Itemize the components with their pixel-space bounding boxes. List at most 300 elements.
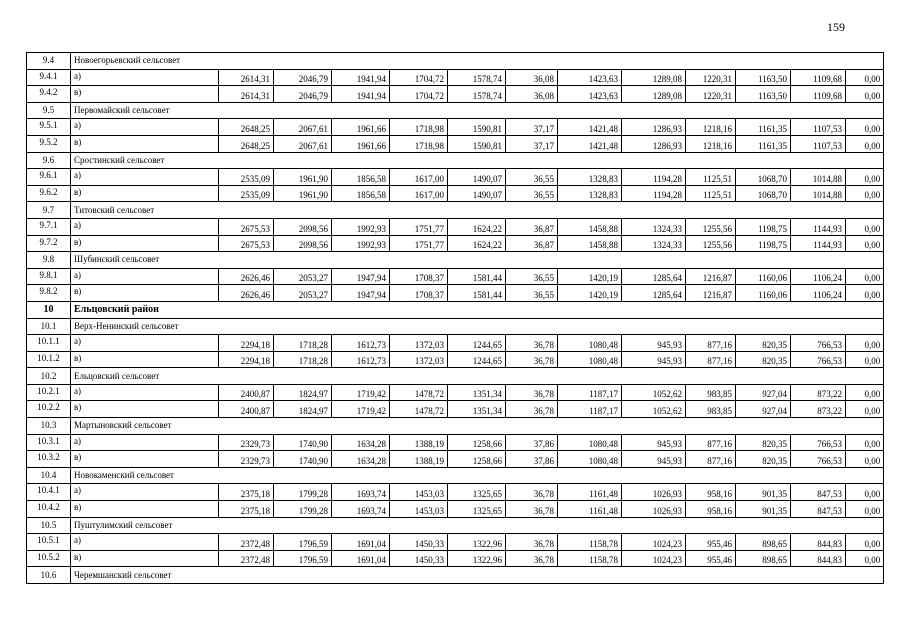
value-cell: 2372,48: [219, 534, 274, 551]
value-cell: 1080,48: [558, 335, 622, 352]
value-cell: 0,00: [846, 484, 884, 501]
value-cell: 1581,44: [448, 268, 506, 285]
value-cell: 2067,61: [274, 119, 332, 136]
row-code: 10.3.1: [27, 434, 71, 451]
value-cell: 1634,28: [332, 451, 390, 468]
value-cell: 1351,34: [448, 384, 506, 401]
value-cell: 2400,87: [219, 384, 274, 401]
value-cell: 1490,07: [448, 169, 506, 186]
value-cell: 2067,61: [274, 135, 332, 152]
value-cell: 36,87: [506, 218, 558, 235]
value-cell: 1799,28: [274, 484, 332, 501]
row-code: 10.1.1: [27, 335, 71, 352]
value-cell: 1992,93: [332, 218, 390, 235]
value-cell: 1322,96: [448, 550, 506, 567]
row-code: 10.5: [27, 517, 71, 534]
row-label: а): [71, 534, 219, 551]
value-cell: 1324,33: [622, 218, 686, 235]
value-cell: 1693,74: [332, 501, 390, 518]
section-row: [27, 368, 884, 385]
value-cell: 1160,06: [736, 285, 791, 302]
value-cell: 1751,77: [390, 218, 448, 235]
value-cell: 873,22: [791, 384, 846, 401]
value-cell: 1624,22: [448, 218, 506, 235]
row-code: 9.7: [27, 202, 71, 219]
row-label: в): [71, 501, 219, 518]
value-cell: 2675,53: [219, 218, 274, 235]
value-cell: 1581,44: [448, 285, 506, 302]
value-cell: 983,85: [686, 384, 736, 401]
value-cell: 36,55: [506, 185, 558, 202]
value-cell: 877,16: [686, 335, 736, 352]
value-cell: 37,86: [506, 434, 558, 451]
value-cell: 0,00: [846, 550, 884, 567]
value-cell: 2294,18: [219, 351, 274, 368]
value-cell: 36,78: [506, 335, 558, 352]
value-cell: 1106,24: [791, 285, 846, 302]
value-cell: 927,04: [736, 384, 791, 401]
value-cell: 2046,79: [274, 69, 332, 86]
value-cell: 1158,78: [558, 534, 622, 551]
row-code: 9.7.2: [27, 235, 71, 252]
value-cell: 0,00: [846, 69, 884, 86]
value-cell: 1824,97: [274, 401, 332, 418]
table-row: [27, 484, 884, 501]
value-cell: 1024,23: [622, 534, 686, 551]
value-cell: 1478,72: [390, 401, 448, 418]
row-label: в): [71, 86, 219, 103]
row-label: а): [71, 484, 219, 501]
value-cell: 1617,00: [390, 185, 448, 202]
value-cell: 0,00: [846, 351, 884, 368]
row-label: в): [71, 550, 219, 567]
value-cell: 1080,48: [558, 351, 622, 368]
value-cell: 877,16: [686, 451, 736, 468]
section-title: Новоегорьевский сельсовет: [71, 53, 884, 70]
value-cell: 1198,75: [736, 235, 791, 252]
section-title: Черемшанский сельсовет: [71, 567, 884, 584]
row-label: а): [71, 384, 219, 401]
value-cell: 1372,03: [390, 335, 448, 352]
row-label: а): [71, 119, 219, 136]
row-label: в): [71, 235, 219, 252]
value-cell: 2053,27: [274, 268, 332, 285]
value-cell: 37,86: [506, 451, 558, 468]
value-cell: 0,00: [846, 135, 884, 152]
value-cell: 766,53: [791, 434, 846, 451]
row-code: 10.3.2: [27, 451, 71, 468]
value-cell: 766,53: [791, 335, 846, 352]
value-cell: 1218,16: [686, 135, 736, 152]
table-row: [27, 268, 884, 285]
section-title: Ельцовский район: [71, 301, 884, 318]
section-title: Первомайский сельсовет: [71, 102, 884, 119]
row-label: а): [71, 434, 219, 451]
value-cell: 958,16: [686, 501, 736, 518]
row-code: 9.5.2: [27, 135, 71, 152]
value-cell: 1258,66: [448, 434, 506, 451]
value-cell: 1161,48: [558, 484, 622, 501]
value-cell: 0,00: [846, 401, 884, 418]
value-cell: 1947,94: [332, 268, 390, 285]
value-cell: 1751,77: [390, 235, 448, 252]
value-cell: 2626,46: [219, 285, 274, 302]
value-cell: 2614,31: [219, 69, 274, 86]
value-cell: 1158,78: [558, 550, 622, 567]
row-code: 10.1.2: [27, 351, 71, 368]
value-cell: 766,53: [791, 451, 846, 468]
value-cell: 1322,96: [448, 534, 506, 551]
value-cell: 2535,09: [219, 185, 274, 202]
section-title: Верх-Ненинский сельсовет: [71, 318, 884, 335]
section-row: [27, 152, 884, 169]
value-cell: 36,08: [506, 69, 558, 86]
section-row: [27, 467, 884, 484]
row-code: 9.4: [27, 53, 71, 70]
value-cell: 2329,73: [219, 451, 274, 468]
value-cell: 2098,56: [274, 235, 332, 252]
value-cell: 1941,94: [332, 86, 390, 103]
value-cell: 898,65: [736, 534, 791, 551]
value-cell: 1718,98: [390, 135, 448, 152]
value-cell: 2098,56: [274, 218, 332, 235]
value-cell: 36,87: [506, 235, 558, 252]
row-label: в): [71, 451, 219, 468]
value-cell: 1216,87: [686, 285, 736, 302]
value-cell: 1220,31: [686, 69, 736, 86]
value-cell: 1325,65: [448, 501, 506, 518]
value-cell: 1388,19: [390, 434, 448, 451]
value-cell: 1799,28: [274, 501, 332, 518]
value-cell: 0,00: [846, 534, 884, 551]
value-cell: 1285,64: [622, 268, 686, 285]
value-cell: 1718,28: [274, 335, 332, 352]
value-cell: 1718,28: [274, 351, 332, 368]
row-label: в): [71, 401, 219, 418]
value-cell: 2614,31: [219, 86, 274, 103]
section-title: Пуштулимский сельсовет: [71, 517, 884, 534]
value-cell: 2329,73: [219, 434, 274, 451]
value-cell: 1961,90: [274, 169, 332, 186]
value-cell: 2535,09: [219, 169, 274, 186]
value-cell: 1255,56: [686, 218, 736, 235]
value-cell: 1052,62: [622, 384, 686, 401]
row-code: 10: [27, 301, 71, 318]
value-cell: 1324,33: [622, 235, 686, 252]
row-code: 9.8.1: [27, 268, 71, 285]
value-cell: 873,22: [791, 401, 846, 418]
value-cell: 1080,48: [558, 451, 622, 468]
row-code: 9.4.2: [27, 86, 71, 103]
value-cell: 0,00: [846, 218, 884, 235]
value-cell: 1285,64: [622, 285, 686, 302]
value-cell: 1423,63: [558, 69, 622, 86]
value-cell: 1612,73: [332, 351, 390, 368]
value-cell: 2046,79: [274, 86, 332, 103]
value-cell: 1708,37: [390, 285, 448, 302]
value-cell: 1740,90: [274, 434, 332, 451]
value-cell: 1941,94: [332, 69, 390, 86]
row-code: 9.5.1: [27, 119, 71, 136]
row-code: 9.8.2: [27, 285, 71, 302]
section-title: Новокаменский сельсовет: [71, 467, 884, 484]
value-cell: 1109,68: [791, 69, 846, 86]
value-cell: 1286,93: [622, 119, 686, 136]
row-code: 10.1: [27, 318, 71, 335]
value-cell: 1068,70: [736, 185, 791, 202]
value-cell: 1026,93: [622, 501, 686, 518]
row-code: 10.4: [27, 467, 71, 484]
tariff-table: [26, 52, 884, 584]
value-cell: 1617,00: [390, 169, 448, 186]
value-cell: 36,08: [506, 86, 558, 103]
value-cell: 2294,18: [219, 335, 274, 352]
value-cell: 945,93: [622, 351, 686, 368]
value-cell: 36,78: [506, 384, 558, 401]
value-cell: 1708,37: [390, 268, 448, 285]
section-title: Шубинский сельсовет: [71, 252, 884, 269]
value-cell: 0,00: [846, 501, 884, 518]
table-row: [27, 434, 884, 451]
value-cell: 1194,28: [622, 185, 686, 202]
row-label: а): [71, 169, 219, 186]
value-cell: 1024,23: [622, 550, 686, 567]
section-title: Сростинский сельсовет: [71, 152, 884, 169]
value-cell: 1718,98: [390, 119, 448, 136]
value-cell: 36,78: [506, 550, 558, 567]
table-row: [27, 119, 884, 136]
value-cell: 1693,74: [332, 484, 390, 501]
section-row: [27, 202, 884, 219]
row-code: 10.5.1: [27, 534, 71, 551]
value-cell: 1258,66: [448, 451, 506, 468]
table-row: [27, 169, 884, 186]
row-label: а): [71, 335, 219, 352]
value-cell: 1423,63: [558, 86, 622, 103]
value-cell: 955,46: [686, 550, 736, 567]
value-cell: 1458,88: [558, 218, 622, 235]
value-cell: 1125,51: [686, 185, 736, 202]
value-cell: 36,55: [506, 268, 558, 285]
value-cell: 847,53: [791, 484, 846, 501]
value-cell: 1080,48: [558, 434, 622, 451]
value-cell: 1106,24: [791, 268, 846, 285]
section-row: [27, 301, 884, 318]
value-cell: 1161,35: [736, 135, 791, 152]
value-cell: 36,55: [506, 285, 558, 302]
row-code: 9.4.1: [27, 69, 71, 86]
value-cell: 1351,34: [448, 401, 506, 418]
value-cell: 955,46: [686, 534, 736, 551]
row-code: 9.5: [27, 102, 71, 119]
value-cell: 1220,31: [686, 86, 736, 103]
table-row: [27, 501, 884, 518]
value-cell: 1014,88: [791, 169, 846, 186]
value-cell: 1490,07: [448, 185, 506, 202]
section-row: [27, 252, 884, 269]
value-cell: 1244,65: [448, 351, 506, 368]
table-row: [27, 351, 884, 368]
row-label: в): [71, 185, 219, 202]
table-body: [27, 53, 884, 584]
row-label: а): [71, 218, 219, 235]
value-cell: 0,00: [846, 268, 884, 285]
value-cell: 1421,48: [558, 119, 622, 136]
value-cell: 2372,48: [219, 550, 274, 567]
row-label: а): [71, 268, 219, 285]
value-cell: 1719,42: [332, 401, 390, 418]
value-cell: 1992,93: [332, 235, 390, 252]
section-row: [27, 53, 884, 70]
table-row: [27, 451, 884, 468]
value-cell: 1704,72: [390, 69, 448, 86]
value-cell: 1634,28: [332, 434, 390, 451]
value-cell: 1450,33: [390, 534, 448, 551]
value-cell: 1328,83: [558, 185, 622, 202]
row-label: в): [71, 135, 219, 152]
row-code: 10.4.1: [27, 484, 71, 501]
value-cell: 36,78: [506, 351, 558, 368]
value-cell: 1740,90: [274, 451, 332, 468]
value-cell: 1824,97: [274, 384, 332, 401]
value-cell: 1453,03: [390, 501, 448, 518]
table-row: [27, 69, 884, 86]
value-cell: 945,93: [622, 434, 686, 451]
row-code: 10.2: [27, 368, 71, 385]
section-row: [27, 318, 884, 335]
value-cell: 0,00: [846, 119, 884, 136]
value-cell: 820,35: [736, 335, 791, 352]
value-cell: 945,93: [622, 451, 686, 468]
value-cell: 1286,93: [622, 135, 686, 152]
value-cell: 1420,19: [558, 285, 622, 302]
row-label: в): [71, 351, 219, 368]
row-code: 10.4.2: [27, 501, 71, 518]
value-cell: 36,78: [506, 534, 558, 551]
table-row: [27, 335, 884, 352]
table-row: [27, 384, 884, 401]
value-cell: 1372,03: [390, 351, 448, 368]
value-cell: 1160,06: [736, 268, 791, 285]
value-cell: 958,16: [686, 484, 736, 501]
value-cell: 820,35: [736, 351, 791, 368]
value-cell: 1478,72: [390, 384, 448, 401]
value-cell: 1125,51: [686, 169, 736, 186]
value-cell: 1578,74: [448, 69, 506, 86]
value-cell: 0,00: [846, 86, 884, 103]
value-cell: 1719,42: [332, 384, 390, 401]
value-cell: 2648,25: [219, 119, 274, 136]
table-row: [27, 534, 884, 551]
value-cell: 1450,33: [390, 550, 448, 567]
value-cell: 1388,19: [390, 451, 448, 468]
value-cell: 0,00: [846, 451, 884, 468]
value-cell: 0,00: [846, 434, 884, 451]
value-cell: 1961,66: [332, 119, 390, 136]
value-cell: 1325,65: [448, 484, 506, 501]
value-cell: 1194,28: [622, 169, 686, 186]
value-cell: 1458,88: [558, 235, 622, 252]
value-cell: 0,00: [846, 285, 884, 302]
row-code: 10.2.1: [27, 384, 71, 401]
row-code: 9.7.1: [27, 218, 71, 235]
value-cell: 1961,66: [332, 135, 390, 152]
value-cell: 901,35: [736, 501, 791, 518]
value-cell: 36,78: [506, 401, 558, 418]
value-cell: 2675,53: [219, 235, 274, 252]
table-row: [27, 86, 884, 103]
section-row: [27, 517, 884, 534]
value-cell: 2375,18: [219, 501, 274, 518]
table-row: [27, 550, 884, 567]
page-number: 159: [827, 20, 845, 34]
row-label: а): [71, 69, 219, 86]
table-row: [27, 401, 884, 418]
value-cell: 1691,04: [332, 550, 390, 567]
value-cell: 1289,08: [622, 86, 686, 103]
value-cell: 1198,75: [736, 218, 791, 235]
value-cell: 1163,50: [736, 69, 791, 86]
value-cell: 1161,48: [558, 501, 622, 518]
value-cell: 1161,35: [736, 119, 791, 136]
value-cell: 37,17: [506, 119, 558, 136]
value-cell: 37,17: [506, 135, 558, 152]
value-cell: 2648,25: [219, 135, 274, 152]
value-cell: 2400,87: [219, 401, 274, 418]
value-cell: 36,78: [506, 501, 558, 518]
value-cell: 1144,93: [791, 218, 846, 235]
value-cell: 1026,93: [622, 484, 686, 501]
value-cell: 1014,88: [791, 185, 846, 202]
value-cell: 1109,68: [791, 86, 846, 103]
value-cell: 877,16: [686, 434, 736, 451]
row-code: 10.5.2: [27, 550, 71, 567]
value-cell: 1244,65: [448, 335, 506, 352]
value-cell: 847,53: [791, 501, 846, 518]
value-cell: 1624,22: [448, 235, 506, 252]
value-cell: 844,83: [791, 534, 846, 551]
value-cell: 1144,93: [791, 235, 846, 252]
row-code: 9.6: [27, 152, 71, 169]
row-code: 10.3: [27, 418, 71, 435]
row-code: 9.6.1: [27, 169, 71, 186]
value-cell: 1612,73: [332, 335, 390, 352]
value-cell: 945,93: [622, 335, 686, 352]
section-title: Титовский сельсовет: [71, 202, 884, 219]
table-row: [27, 185, 884, 202]
table-row: [27, 285, 884, 302]
section-title: Мартыновский сельсовет: [71, 418, 884, 435]
row-code: 9.6.2: [27, 185, 71, 202]
value-cell: 1289,08: [622, 69, 686, 86]
value-cell: 1856,58: [332, 185, 390, 202]
value-cell: 1328,83: [558, 169, 622, 186]
value-cell: 766,53: [791, 351, 846, 368]
value-cell: 0,00: [846, 169, 884, 186]
value-cell: 983,85: [686, 401, 736, 418]
value-cell: 1453,03: [390, 484, 448, 501]
value-cell: 0,00: [846, 335, 884, 352]
table-row: [27, 235, 884, 252]
section-row: [27, 567, 884, 584]
section-title: Ельцовский сельсовет: [71, 368, 884, 385]
value-cell: 2626,46: [219, 268, 274, 285]
value-cell: 1107,53: [791, 135, 846, 152]
value-cell: 1796,59: [274, 550, 332, 567]
value-cell: 898,65: [736, 550, 791, 567]
value-cell: 1421,48: [558, 135, 622, 152]
value-cell: 1856,58: [332, 169, 390, 186]
